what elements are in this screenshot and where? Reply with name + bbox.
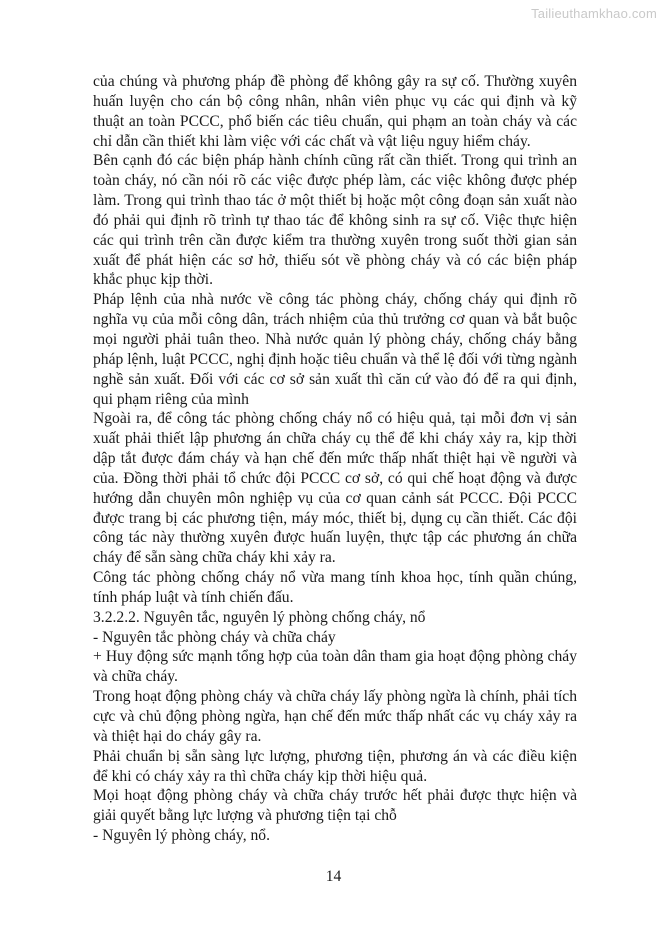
list-item-fire-principles: - Nguyên lý phòng cháy, nổ. (93, 827, 270, 845)
paragraph-on-site-forces: Mọi hoạt động phòng cháy và chữa cháy trước hết phải được thực hiện và giải quyết bằng lực lượng và phương tiện tại chỗ (93, 787, 577, 825)
paragraph-prevention-first: Trong hoạt động phòng cháy và chữa cháy lấy phòng ngừa là chính, phải tích cực và chủ động phòng ngừa, hạn chế đến mức thấp nhất các vụ cháy xảy ra và thiệt hại do cháy gây ra. (93, 688, 577, 745)
list-item-principles: - Nguyên tắc phòng cháy và chữa cháy (93, 628, 336, 646)
watermark-text: Tailieuthamkhao.com (531, 6, 657, 21)
paragraph-nature-of-work: Công tác phòng chống cháy nổ vừa mang tính khoa học, tính quần chúng, tính pháp luật và tính chiến đấu. (93, 569, 577, 606)
paragraph-administrative-measures: Bên cạnh đó các biện pháp hành chính cũng rất cần thiết. Trong qui trình an toàn cháy, nó cần nói rõ các việc được phép làm, các việc không được phép làm. Trong qui trình thao tác ở một thiết bị hoặc một công đoạn sản xuất nào đó phải qui định rõ trình tự thao tác để không sinh ra sự cố. Việc thực hiện các qui trình trên cần được kiểm tra thường xuyên trong suốt thời gian sản xuất để phát hiện các sơ hở, thiếu sót về phòng cháy và có các biện pháp khắc phục kịp thời. (93, 152, 577, 289)
section-heading-3-2-2-2: 3.2.2.2. Nguyên tắc, nguyên lý phòng chống cháy, nổ (93, 608, 426, 626)
document-body (93, 72, 577, 846)
paragraph-fire-fighting-plan: Ngoài ra, để công tác phòng chống cháy nổ có hiệu quả, tại mỗi đơn vị sản xuất phải thiết lập phương án chữa cháy cụ thể để khi cháy xảy ra, kịp thời dập tắt được đám cháy và hạn chế đến mức thấp nhất thiệt hại về người và của. Đồng thời phải tổ chức đội PCCC cơ sở, có qui chế hoạt động và được hướng dẫn chuyên môn nghiệp vụ của cơ quan cảnh sát PCCC. Đội PCCC được trang bị các phương tiện, máy móc, thiết bị, dụng cụ cần thiết. Các đội công tác này thường xuyên được huấn luyện, thực tập các phương án chữa cháy để sẵn sàng chữa cháy khi xảy ra. (93, 410, 577, 567)
page-number: 14 (325, 868, 342, 885)
list-item-mobilize-strength: + Huy động sức mạnh tổng hợp của toàn dân tham gia hoạt động phòng cháy và chữa cháy. (93, 648, 577, 686)
paragraph-training: của chúng và phương pháp đề phòng để không gây ra sự cố. Thường xuyên huấn luyện cho cán bộ công nhân, nhân viên phục vụ các qui định và kỹ thuật an toàn PCCC, phổ biến các tiêu chuẩn, qui phạm an toàn cháy và các chỉ dẫn cần thiết khi làm việc với các chất và vật liệu nguy hiểm cháy. (93, 73, 577, 150)
paragraph-readiness: Phải chuẩn bị sẵn sàng lực lượng, phương tiện, phương án và các điều kiện để khi có cháy xảy ra thì chữa cháy kịp thời hiệu quả. (93, 747, 577, 785)
paragraph-state-ordinance: Pháp lệnh của nhà nước về công tác phòng cháy, chống cháy qui định rõ nghĩa vụ của mỗi công dân, trách nhiệm của thủ trưởng cơ quan và bắt buộc mọi người phải tuân theo. Nhà nước quản lý phòng cháy, chống cháy bằng pháp lệnh, luật PCCC, nghị định hoặc tiêu chuẩn và thể lệ đối với từng ngành nghề sản xuất. Đối với các cơ sở sản xuất thì căn cứ vào đó để ra qui định, qui phạm riêng của mình (93, 291, 578, 408)
